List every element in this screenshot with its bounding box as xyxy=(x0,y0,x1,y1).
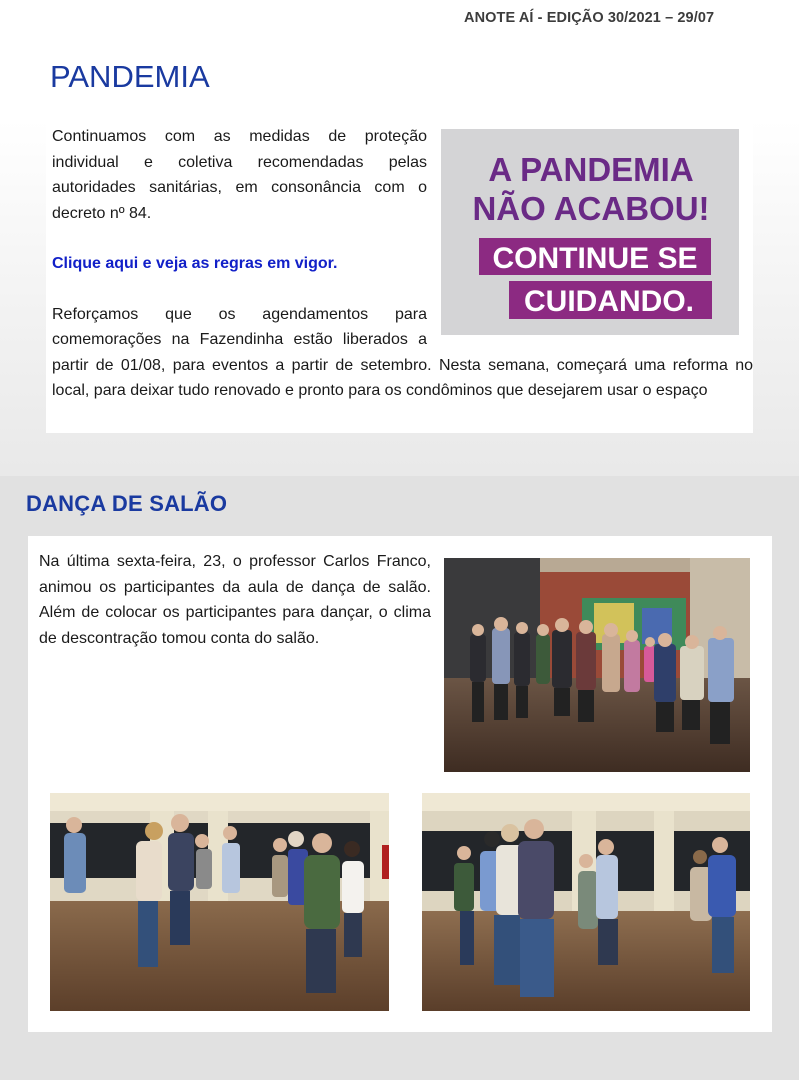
pandemia-text-block xyxy=(52,124,753,404)
banner-line-4: CUIDANDO. xyxy=(524,285,694,318)
danca-section-title: DANÇA DE SALÃO xyxy=(26,491,228,516)
dance-photo-right xyxy=(422,793,750,1011)
banner-line-2: NÃO ACABOU! xyxy=(472,190,710,227)
pandemia-banner-graphic xyxy=(441,129,739,335)
pandemia-section-title: PANDEMIA xyxy=(50,59,210,94)
pandemia-paragraph-2: Reforçamos que os agendamentos para comemorações na Fazendinha estão liberados a partir de 01/08, para eventos a partir de setembro. Nesta semana, começará uma reforma no local, para deixar tudo renovado e pronto para os condôminos que desejarem usar o espaço xyxy=(52,305,753,399)
banner-line-3: CONTINUE SE xyxy=(492,242,698,275)
pandemia-banner-image xyxy=(441,129,739,335)
danca-content-box xyxy=(28,536,772,1032)
pandemia-content-box xyxy=(46,124,753,433)
group-photo xyxy=(444,558,750,772)
edition-header: ANOTE AÍ - EDIÇÃO 30/2021 – 29/07 xyxy=(464,10,715,26)
banner-line-1: A PANDEMIA xyxy=(488,151,694,188)
pandemia-paragraph-1: Continuamos com as medidas de proteção individual e coletiva recomendadas pelas autoridades sanitárias, em consonância com o decreto nº 84. xyxy=(52,128,427,222)
rules-link[interactable]: Clique aqui e veja as regras em vigor. xyxy=(52,255,338,272)
danca-paragraph: Na última sexta-feira, 23, o professor Carlos Franco, animou os participantes da aula de dança de salão. Além de colocar os participantes para dançar, o clima de descontração tomou conta do salão. xyxy=(39,553,431,647)
dance-photo-left xyxy=(50,793,389,1011)
